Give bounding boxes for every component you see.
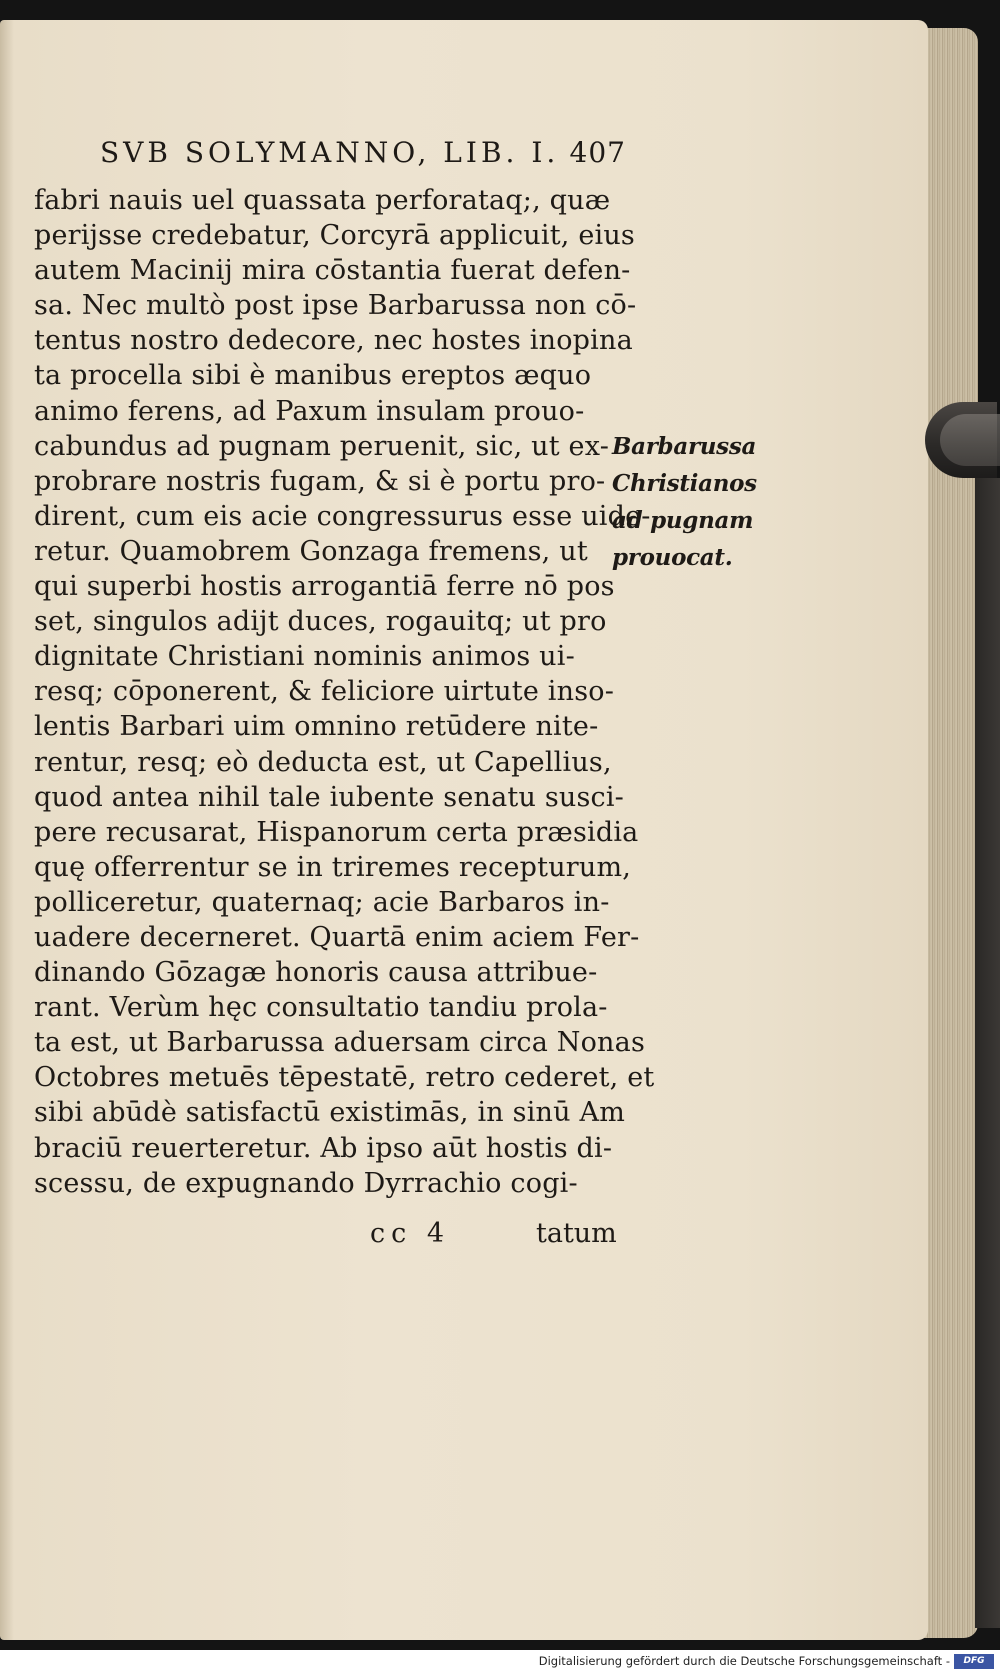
text-line: pere recusarat, Hispanorum certa præsidia bbox=[34, 816, 639, 848]
body-text bbox=[34, 183, 655, 1201]
text-line: qui superbi hostis arrogantiā ferre nō pos bbox=[34, 571, 615, 603]
digitization-footer bbox=[0, 1650, 1000, 1673]
catchword: tatum bbox=[536, 1218, 617, 1249]
book-clip-highlight bbox=[940, 414, 1000, 466]
text-line: sa. Nec multò post ipse Barbarussa non cō- bbox=[34, 290, 637, 322]
text-line: cabundus ad pugnam peruenit, sic, ut ex- bbox=[34, 430, 610, 462]
text-line: rant. Verùm hęc consultatio tandiu prola- bbox=[34, 992, 608, 1024]
text-line: retur. Quamobrem Gonzaga fremens, ut bbox=[34, 535, 588, 567]
text-line: dignitate Christiani nominis animos ui- bbox=[34, 641, 575, 673]
text-line: Octobres metuēs tēpestatē, retro cederet, et bbox=[34, 1062, 655, 1094]
text-line: probrare nostris fugam, & si è portu pro- bbox=[34, 465, 606, 497]
text-line: polliceretur, quaternaq; acie Barbaros in- bbox=[34, 886, 610, 918]
marginal-note-line: Barbarussa bbox=[612, 433, 757, 460]
text-line: resq; cōponerent, & feliciore uirtute inso- bbox=[34, 676, 615, 708]
folio-number: 407 bbox=[569, 136, 626, 169]
text-line: fabri nauis uel quassata perforataq;, quæ bbox=[34, 185, 611, 216]
text-line: quę offerrentur se in triremes recepturum, bbox=[34, 851, 632, 883]
text-line: animo ferens, ad Paxum insulam prouo- bbox=[34, 395, 585, 427]
running-head-title: SVB SOLYMANNO, LIB. I. bbox=[100, 136, 560, 169]
text-line: tentus nostro dedecore, nec hostes inopina bbox=[34, 325, 633, 357]
text-line: scessu, de expugnando Dyrrachio cogi- bbox=[34, 1167, 578, 1199]
text-line: set, singulos adijt duces, rogauitq; ut pro bbox=[34, 606, 607, 638]
running-head bbox=[100, 136, 626, 169]
marginal-note-line: Christianos bbox=[612, 470, 757, 497]
text-line: uadere decerneret. Quartā enim aciem Fer- bbox=[34, 921, 640, 953]
marginal-note-line: ad pugnam bbox=[612, 507, 754, 534]
text-line: rentur, resq; eò deducta est, ut Capellius, bbox=[34, 746, 612, 778]
book-clip-strap bbox=[975, 478, 1000, 1628]
text-line: ta procella sibi è manibus ereptos æquo bbox=[34, 360, 592, 392]
text-line: dirent, cum eis acie congressurus esse uide- bbox=[34, 500, 651, 532]
text-line: sibi abūdè satisfactū existimās, in sinū Am bbox=[34, 1097, 625, 1129]
text-line: dinando Gōzagæ honoris causa attribue- bbox=[34, 957, 598, 989]
text-line: braciū reuerteretur. Ab ipso aūt hostis di- bbox=[34, 1132, 613, 1164]
text-line: autem Macinij mira cōstantia fuerat defen- bbox=[34, 255, 631, 287]
funding-credit: Digitalisierung gefördert durch die Deutsche Forschungsgemeinschaft - bbox=[538, 1654, 950, 1668]
text-line: ta est, ut Barbarussa aduersam circa Nonas bbox=[34, 1027, 645, 1059]
text-line: perijsse credebatur, Corcyrā applicuit, eius bbox=[34, 220, 635, 252]
marginal-note-line: prouocat. bbox=[612, 544, 733, 571]
dfg-logo[interactable]: DFG bbox=[954, 1654, 994, 1669]
marginal-note bbox=[612, 428, 822, 576]
signature-mark: cc 4 bbox=[370, 1218, 451, 1249]
text-line: quod antea nihil tale iubente senatu susci- bbox=[34, 781, 625, 813]
text-line: lentis Barbari uim omnino retūdere nite- bbox=[34, 711, 599, 743]
